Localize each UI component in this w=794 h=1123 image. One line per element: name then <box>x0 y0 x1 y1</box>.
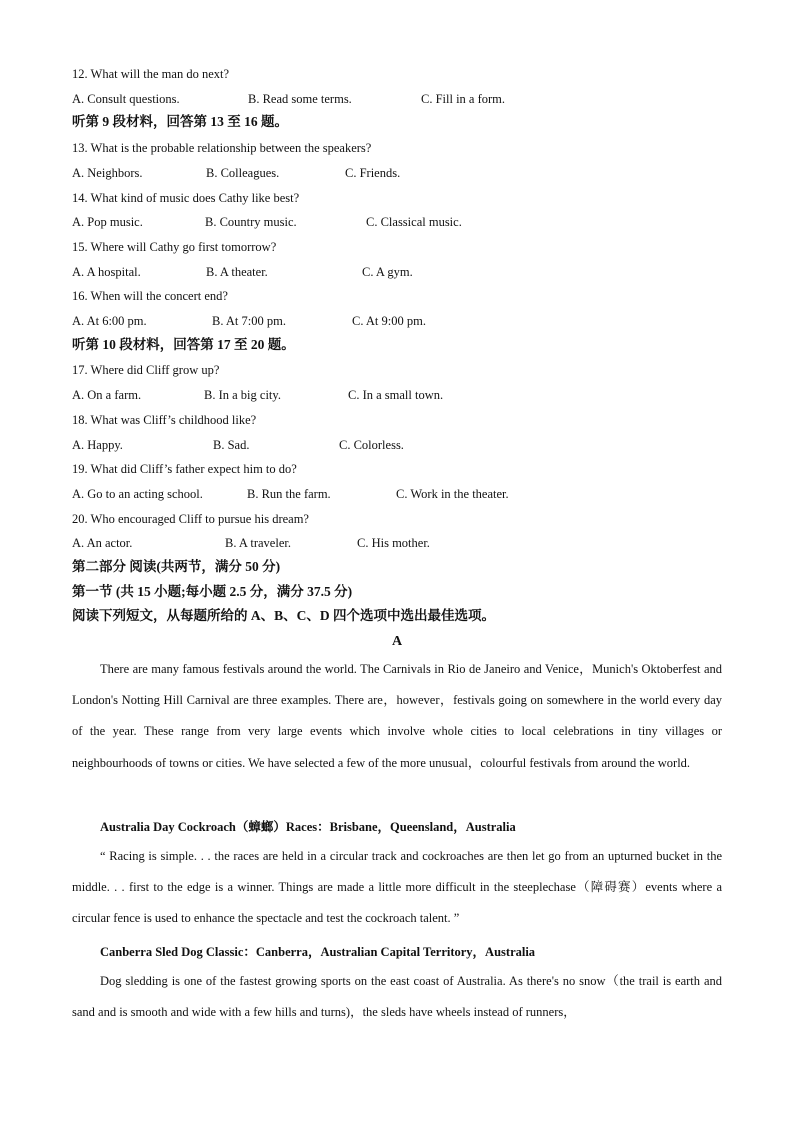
option-b: B. In a big city. <box>204 388 281 402</box>
option-a: A. At 6:00 pm. <box>72 314 147 328</box>
question-18: 18. What was Cliff’s childhood like? <box>72 413 257 427</box>
segment-10-heading: 听第 10 段材料，回答第 17 至 20 题。 <box>72 337 295 352</box>
passage-subheading-1: Australia Day Cockroach（蟑螂）Races：Brisbane，Queensland，Australia <box>100 820 516 834</box>
option-c: C. Friends. <box>345 166 401 180</box>
option-c: C. His mother. <box>357 536 430 550</box>
question-13: 13. What is the probable relationship between the speakers? <box>72 141 372 155</box>
question-16: 16. When will the concert end? <box>72 289 228 303</box>
option-b: B. Country music. <box>205 215 297 229</box>
option-b: B. Run the farm. <box>247 487 331 501</box>
option-b: B. At 7:00 pm. <box>212 314 286 328</box>
option-c: C. At 9:00 pm. <box>352 314 426 328</box>
option-b: B. A traveler. <box>225 536 291 550</box>
passage-paragraph-1: There are many famous festivals around the world. The Carnivals in Rio de Janeiro and Venice，Munich's Oktoberfest and London's Notting Hill Carnival are three examples. There are，however，festivals going on somewhere in the world every day of the year. These range from very large events which involve whole cities to local celebrations in tiny villages or neighbourhoods of towns or cities. We have selected a few of the more unusual，colourful festivals from around the world. <box>72 662 722 770</box>
question-19: 19. What did Cliff’s father expect him to do? <box>72 462 297 476</box>
segment-9-heading: 听第 9 段材料，回答第 13 至 16 题。 <box>72 114 288 129</box>
option-a: A. On a farm. <box>72 388 142 402</box>
option-a: A. An actor. <box>72 536 133 550</box>
question-15: 15. Where will Cathy go first tomorrow? <box>72 240 277 254</box>
option-c: C. Colorless. <box>339 438 404 452</box>
option-b: B. Colleagues. <box>206 166 280 180</box>
part-2-heading: 第二部分 阅读(共两节，满分 50 分) <box>72 559 281 574</box>
option-c: C. Fill in a form. <box>421 92 506 106</box>
option-c: C. A gym. <box>362 265 413 279</box>
reading-instruction: 阅读下列短文，从每题所给的 A、B、C、D 四个选项中选出最佳选项。 <box>72 608 496 623</box>
option-b: B. Sad. <box>213 438 250 452</box>
option-a: A. A hospital. <box>72 265 141 279</box>
option-b: B. A theater. <box>206 265 268 279</box>
option-a: A. Neighbors. <box>72 166 143 180</box>
option-b: B. Read some terms. <box>248 92 352 106</box>
passage-letter: A <box>391 634 403 649</box>
option-c: C. In a small town. <box>348 388 444 402</box>
option-a: A. Consult questions. <box>72 92 180 106</box>
option-c: C. Classical music. <box>366 215 462 229</box>
option-a: A. Go to an acting school. <box>72 487 203 501</box>
passage-paragraph-3: Dog sledding is one of the fastest growing sports on the east coast of Australia. As there's no snow（the trail is earth and sand and is smooth and wide with a few hills and turns)，the sleds have wheels instead of runners， <box>72 974 722 1020</box>
question-20: 20. Who encouraged Cliff to pursue his dream? <box>72 512 309 526</box>
question-14: 14. What kind of music does Cathy like best? <box>72 191 300 205</box>
question-17: 17. Where did Cliff grow up? <box>72 363 220 377</box>
question-12: 12. What will the man do next? <box>72 67 230 81</box>
option-c: C. Work in the theater. <box>396 487 509 501</box>
option-a: A. Happy. <box>72 438 123 452</box>
passage-paragraph-2: “ Racing is simple. . . the races are held in a circular track and cockroaches are then let go from an upturned bucket in the middle. . . first to the edge is a winner. Things are made a little more difficult in the steeplechase（障碍赛）events where a circular fence is used to enhance the spectacle and test the cockroach talent. ” <box>72 849 722 926</box>
passage-subheading-2: Canberra Sled Dog Classic：Canberra，Australian Capital Territory，Australia <box>100 945 536 959</box>
option-a: A. Pop music. <box>72 215 143 229</box>
section-1-heading: 第一节 (共 15 小题;每小题 2.5 分，满分 37.5 分) <box>72 584 353 599</box>
